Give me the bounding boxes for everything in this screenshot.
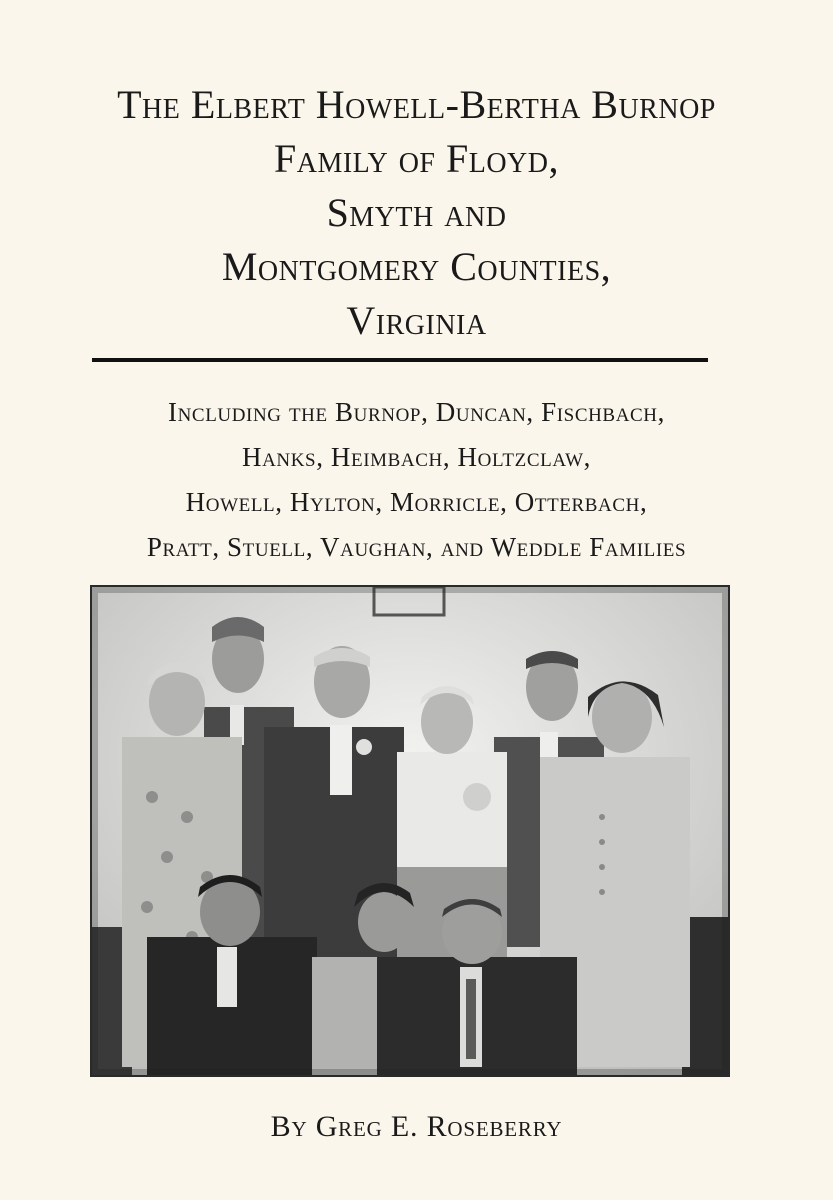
subtitle-line: Hanks, Heimbach, Holtzclaw, [242,442,591,472]
subtitle-line: Pratt, Stuell, Vaughan, and Weddle Families [146,532,687,562]
book-title [0,78,833,348]
book-subtitle [0,390,833,570]
title-line: Virginia [346,298,487,343]
family-photo-illustration [92,587,728,1075]
author-name: By Greg E. Roseberry [270,1110,563,1143]
title-line: Montgomery Counties, [221,244,612,289]
title-line: Smyth and [326,190,507,235]
subtitle-line: Howell, Hylton, Morricle, Otterbach, [185,487,648,517]
subtitle-line: Including the Burnop, Duncan, Fischbach, [168,397,665,427]
title-line: The Elbert Howell-Bertha Burnop [117,82,716,127]
title-divider [92,358,708,362]
family-photo [90,585,730,1077]
title-line: Family of Floyd, [273,136,559,181]
